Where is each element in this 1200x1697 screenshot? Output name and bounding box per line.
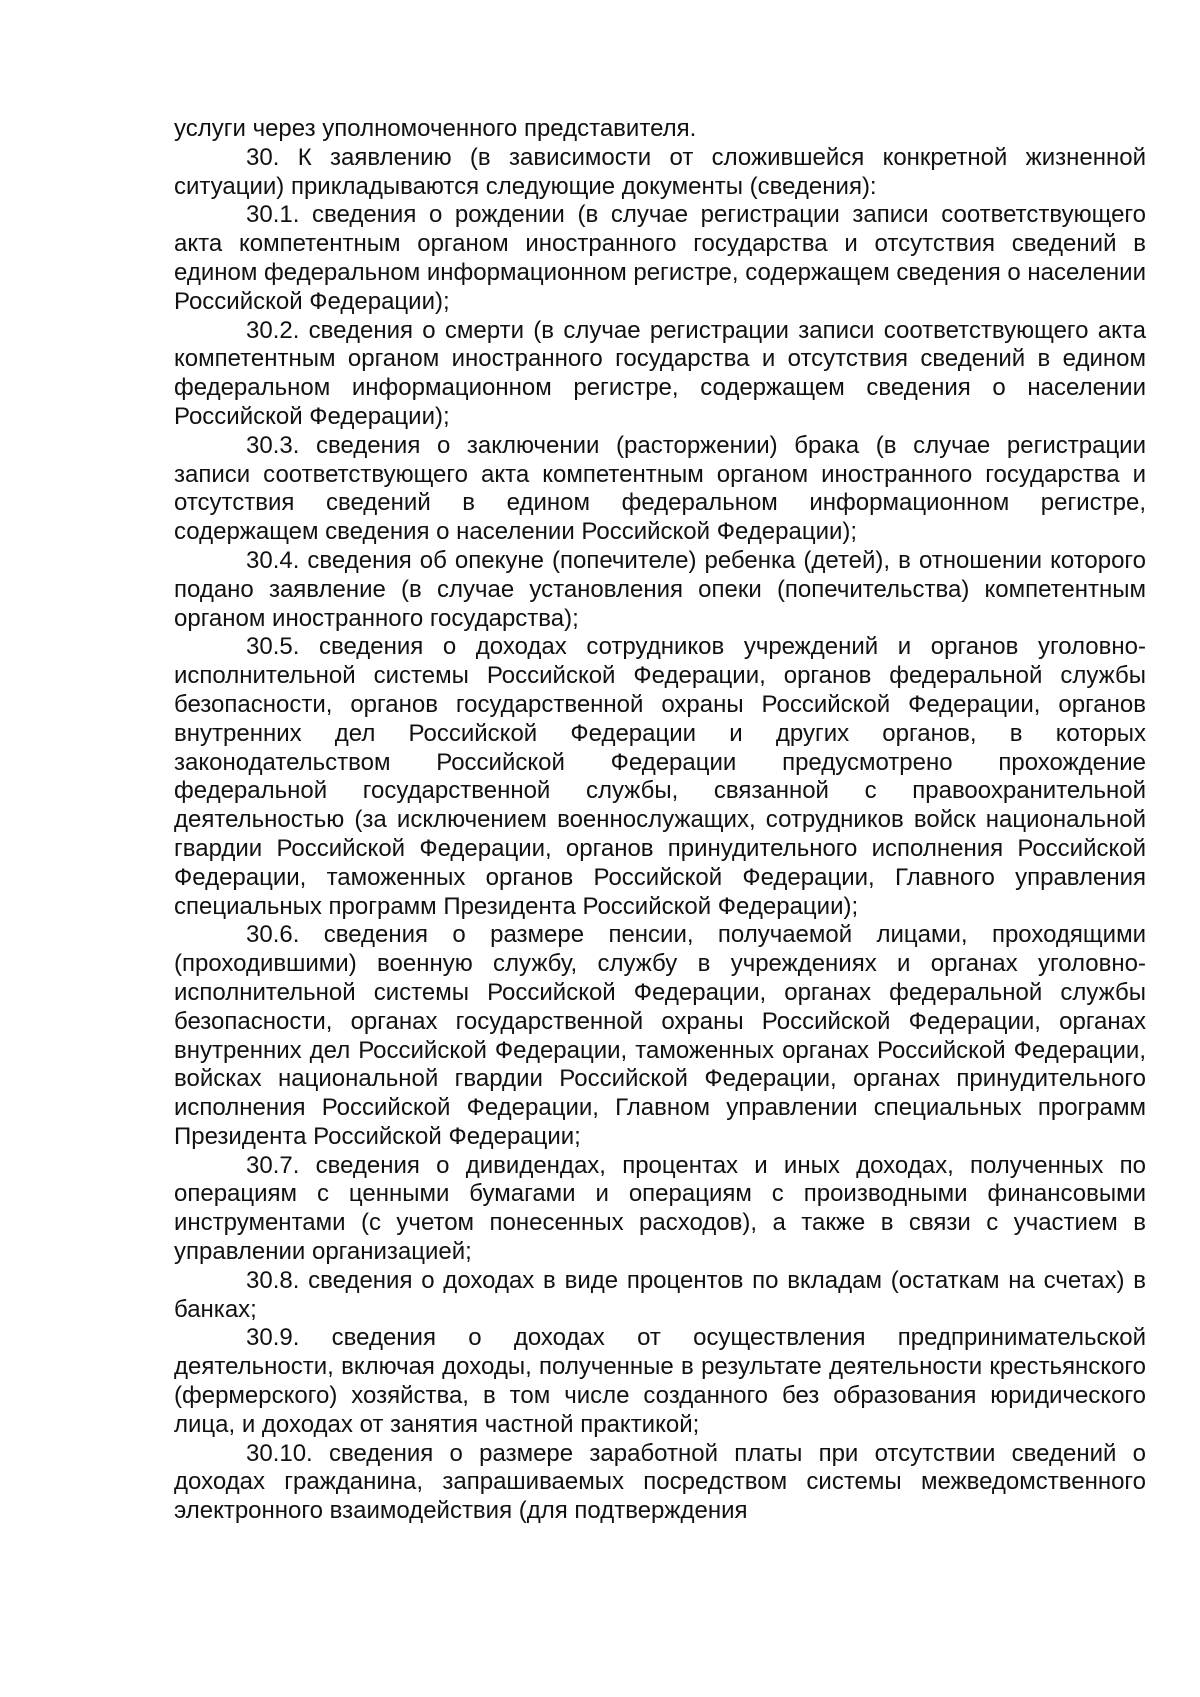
paragraph-30-3: 30.3. сведения о заключении (расторжении) брака (в случае регистрации записи соответствующего акта компетентным органом иностранного государства и отсутствия сведений в едином федеральном информационном регистре, содержащем сведения о населении Российской Федерации);	[174, 431, 1146, 546]
paragraph-30-7: 30.7. сведения о дивидендах, процентах и иных доходах, полученных по операциям с ценными бумагами и операциям с производными финансовыми инструментами (с учетом понесенных расходов), а также в связи с участием в управлении организацией;	[174, 1151, 1146, 1266]
paragraph-30-4: 30.4. сведения об опекуне (попечителе) ребенка (детей), в отношении которого подано заявление (в случае установления опеки (попечительства) компетентным органом иностранного государства);	[174, 546, 1146, 632]
paragraph-30: 30. К заявлению (в зависимости от сложившейся конкретной жизненной ситуации) прикладываются следующие документы (сведения):	[174, 143, 1146, 200]
paragraph-30-1: 30.1. сведения о рождении (в случае регистрации записи соответствующего акта компетентным органом иностранного государства и отсутствия сведений в едином федеральном информационном регистре, содержащем сведения о населении Российской Федерации);	[174, 201, 1146, 315]
paragraph-30-5: 30.5. сведения о доходах сотрудников учреждений и органов уголовно-исполнительной системы Российской Федерации, органов федеральной службы безопасности, органов государственной охраны Российской Федерации, органов внутренних дел Российской Федерации и других органов, в которых законодательством Российской Федерации предусмотрено прохождение федеральной государственной службы, связанной с правоохранительной деятельностью (за исключением военнослужащих, сотрудников войск национальной гвардии Российской Федерации, органов принудительного исполнения Российской Федерации, таможенных органов Российской Федерации, Главного управления специальных программ Президента Российской Федерации);	[174, 633, 1146, 920]
paragraph-30-2: 30.2. сведения о смерти (в случае регистрации записи соответствующего акта компетентным органом иностранного государства и отсутствия сведений в едином федеральном информационном регистре, содержащем сведения о населении Российской Федерации);	[174, 316, 1146, 430]
paragraph-30-6: 30.6. сведения о размере пенсии, получаемой лицами, проходящими (проходившими) военную службу, службу в учреждениях и органах уголовно-исполнительной системы Российской Федерации, органах федеральной службы безопасности, органах государственной охраны Российской Федерации, органах внутренних дел Российской Федерации, таможенных органах Российской Федерации, войсках национальной гвардии Российской Федерации, органах принудительного исполнения Российской Федерации, Главном управлении специальных программ Президента Российской Федерации;	[174, 921, 1146, 1150]
paragraph-30-10: 30.10. сведения о размере заработной платы при отсутствии сведений о доходах гражданина, запрашиваемых посредством системы межведомственного электронного взаимодействия (для подтверждения	[174, 1439, 1146, 1525]
paragraph-continuation: услуги через уполномоченного представителя.	[174, 115, 697, 142]
document-body	[174, 115, 1146, 1526]
paragraph-30-9: 30.9. сведения о доходах от осуществления предпринимательской деятельности, включая доходы, полученные в результате деятельности крестьянского (фермерского) хозяйства, в том числе созданного без образования юридического лица, и доходах от занятия частной практикой;	[174, 1324, 1146, 1438]
paragraph-30-8: 30.8. сведения о доходах в виде процентов по вкладам (остаткам на счетах) в банках;	[174, 1266, 1146, 1323]
